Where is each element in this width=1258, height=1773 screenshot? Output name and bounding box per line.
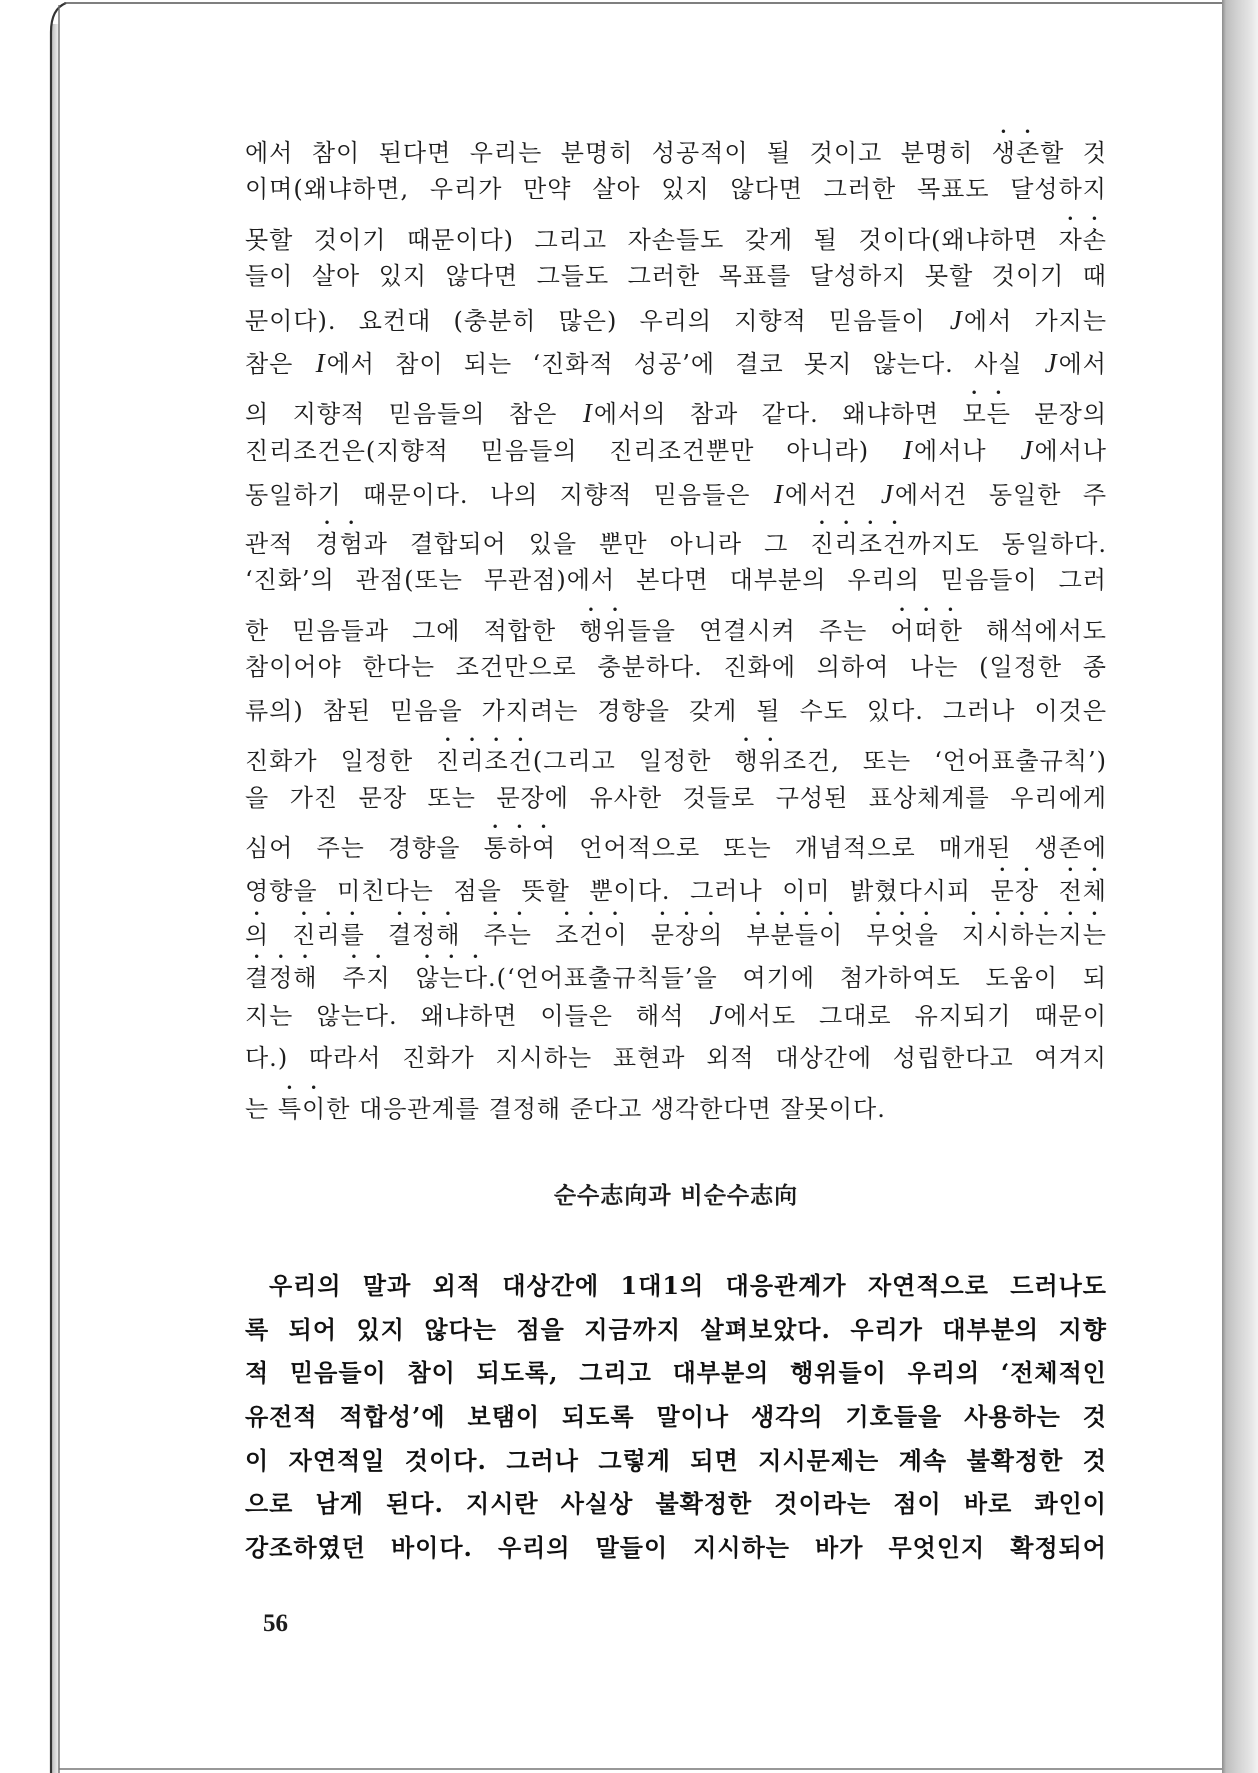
text-run: (그리고 일정한	[532, 747, 735, 776]
text-line	[245, 1439, 1107, 1483]
text-line	[245, 125, 1107, 168]
text-run: (‘언어표출규칙들’을 여기에 첨가하여도 도움이 되	[496, 964, 1107, 993]
text-run: 진리조건은(지향적 믿음들의 진리조건뿐만 아니라)	[245, 437, 902, 466]
text-run: 에서	[1058, 350, 1107, 379]
text-run: 의 지향적 믿음들의 참은	[245, 399, 581, 428]
emphasized-text: 의 진리를 결정해 주는 조건이 문장의 부분들이 무엇을 지시하는지는	[245, 920, 1107, 949]
text-line	[245, 516, 1107, 559]
italic-variable: I	[315, 348, 325, 379]
text-run: 문장의	[1010, 399, 1107, 428]
text-line	[245, 1308, 1107, 1352]
text-line	[245, 950, 1107, 993]
text-line	[245, 1264, 1107, 1308]
paragraph-2	[245, 1264, 1107, 1570]
text-run: 에서건 동일한 주	[894, 480, 1107, 509]
text-line	[245, 255, 1107, 298]
text-run: 에서도 그대로 유지되기 때문이	[723, 1001, 1107, 1030]
text-run: 에서의 참과 같다. 왜냐하면	[593, 399, 963, 428]
text-run: 참이어야 한다는 조건만으로 충분하다. 진화에 의하여 나는 (일정한 종	[245, 653, 1107, 682]
emphasized-text: 경험	[315, 529, 364, 558]
text-line	[245, 559, 1107, 602]
page-number: 56	[263, 1610, 288, 1637]
text-run: 유전적 적합성’에 보탬이 되도록 말이나 생각의 기호들을 사용하는 것	[245, 1402, 1107, 1432]
text-run: 에서나	[914, 437, 1019, 466]
emphasized-text: 모든	[962, 399, 1011, 428]
italic-variable: J	[949, 304, 962, 335]
emphasized-text: 진리조건	[436, 747, 533, 776]
emphasized-text: 행위	[579, 616, 628, 645]
text-run: 에서 참이 된다면 우리는 분명히 성공적이 될 것이고 분명히	[245, 139, 992, 167]
emphasized-text: 생존	[991, 139, 1041, 167]
text-line	[245, 1482, 1107, 1526]
text-run: 이며(왜냐하면, 우리가 만약 살아 있지 않다면 그러한 목표도 달성하지	[245, 175, 1107, 204]
text-run: 조건, 또는 ‘언어표출규칙’)	[782, 747, 1107, 776]
text-line	[245, 1351, 1107, 1395]
text-run: 심어 주는 경향을	[245, 834, 484, 862]
emphasized-text: 특이	[277, 1094, 327, 1123]
text-line	[245, 1395, 1107, 1439]
italic-variable: J	[1044, 348, 1057, 379]
text-line	[245, 1081, 1107, 1124]
text-run: 에서 가지는	[963, 306, 1107, 335]
text-line	[245, 646, 1107, 689]
text-run: 들을 연결시켜 주는	[627, 616, 891, 645]
text-run: 문이다). 요컨대 (충분히 많은) 우리의 지향적 믿음들이	[245, 306, 948, 335]
text-line	[245, 429, 1107, 472]
text-line	[245, 733, 1107, 776]
text-run: 적 믿음들이 참이 되도록, 그리고 대부분의 행위들이 우리의 ‘전체적인	[245, 1358, 1107, 1388]
text-line	[245, 994, 1107, 1037]
text-line	[245, 299, 1107, 342]
emphasized-text: 어떠한	[890, 616, 963, 645]
text-run: ‘진화’의 관점(또는 무관점)에서 본다면 대부분의 우리의 믿음들이 그러	[245, 566, 1107, 595]
text-line	[245, 1526, 1107, 1570]
text-run: 영향을 미친다는 점을 뜻할 뿐이다. 그러나 이미 밝혔다시피	[245, 877, 991, 906]
paragraph-1	[245, 125, 1107, 1124]
text-run: 관적	[245, 529, 316, 558]
emphasized-text: 행위	[734, 747, 783, 776]
text-line	[245, 907, 1107, 950]
text-run: 들이 살아 있지 않다면 그들도 그러한 목표를 달성하지 못할 것이기 때	[245, 262, 1107, 291]
text-run: 할 것	[1040, 139, 1107, 167]
italic-variable: J	[709, 999, 722, 1030]
text-run: 을 가진 문장 또는 문장에 유사한 것들로 구성된 표상체계를 우리에게	[245, 783, 1107, 812]
text-line	[245, 1037, 1107, 1080]
text-run: 우리의 말과 외적 대상간에 1대1의 대응관계가 자연적으로 드러나도	[269, 1271, 1107, 1300]
text-run: 에서 참이 되는 ‘진화적 성공’에 결코 못지 않는다. 사실	[326, 350, 1043, 379]
italic-variable: J	[880, 478, 893, 509]
text-run: 에서건	[784, 480, 879, 509]
text-line	[245, 212, 1107, 255]
text-run: 동일하기 때문이다. 나의 지향적 믿음들은	[245, 480, 772, 509]
text-line	[245, 342, 1107, 385]
text-run: 다.) 따라서 진화가 지시하는 표현과 외적 대상간에 성립한다고 여겨지	[245, 1044, 1107, 1073]
italic-variable: I	[903, 435, 913, 466]
text-run: 과 결합되어 있을 뿐만 아니라 그	[363, 529, 811, 558]
emphasized-text: 통하여	[483, 834, 557, 862]
text-run: 한 대응관계를 결정해 준다고 생각한다면 잘못이다.	[326, 1094, 886, 1123]
text-run: 록 되어 있지 않다는 점을 지금까지 살펴보았다. 우리가 대부분의 지향	[245, 1314, 1107, 1344]
text-run: 진화가 일정한	[245, 747, 437, 776]
emphasized-text: 결정해 주지 않는다.	[245, 964, 497, 993]
text-line	[245, 386, 1107, 429]
text-run: 까지도 동일하다.	[907, 529, 1107, 558]
italic-variable: I	[582, 397, 592, 428]
text-line	[245, 603, 1107, 646]
italic-variable: J	[1020, 435, 1033, 466]
text-run: 해석에서도	[962, 616, 1107, 645]
text-run: 류의) 참된 믿음을 가지려는 경향을 갖게 될 수도 있다. 그러나 이것은	[245, 696, 1107, 725]
emphasized-text: 진리조건	[810, 529, 908, 558]
text-line	[245, 777, 1107, 820]
text-run: 한 믿음들과 그에 적합한	[245, 616, 580, 645]
italic-variable: I	[773, 478, 783, 509]
text-run: 이 자연적일 것이다. 그러나 그렇게 되면 지시문제는 계속 불확정한 것	[245, 1445, 1107, 1475]
text-run: 으로 남게 된다. 지시란 사실상 불확정한 것이라는 점이 바로 콰인이	[245, 1489, 1107, 1519]
text-run: 못할 것이기 때문이다) 그리고 자손들도 갖게 될 것이다(왜냐하면	[245, 225, 1059, 254]
text-line	[245, 820, 1107, 863]
section-heading: 순수志向과 비순수志向	[553, 1182, 799, 1209]
text-run: 지는 않는다. 왜냐하면 이들은 해석	[245, 1001, 708, 1030]
text-line	[245, 690, 1107, 733]
text-line	[245, 168, 1107, 211]
spine-shadow	[51, 24, 59, 1773]
text-line	[245, 863, 1107, 906]
text-run: 에서나	[1034, 437, 1107, 466]
text-run: 언어적으로 또는 개념적으로 매개된 생존에	[556, 834, 1107, 862]
text-run: 강조하였던 바이다. 우리의 말들이 지시하는 바가 무엇인지 확정되어	[245, 1533, 1107, 1563]
text-run: 는	[245, 1094, 278, 1123]
text-line	[245, 473, 1107, 516]
emphasized-text: 자손	[1058, 225, 1107, 254]
emphasized-text: 문장 전체	[990, 877, 1107, 906]
text-run: 참은	[245, 350, 314, 379]
